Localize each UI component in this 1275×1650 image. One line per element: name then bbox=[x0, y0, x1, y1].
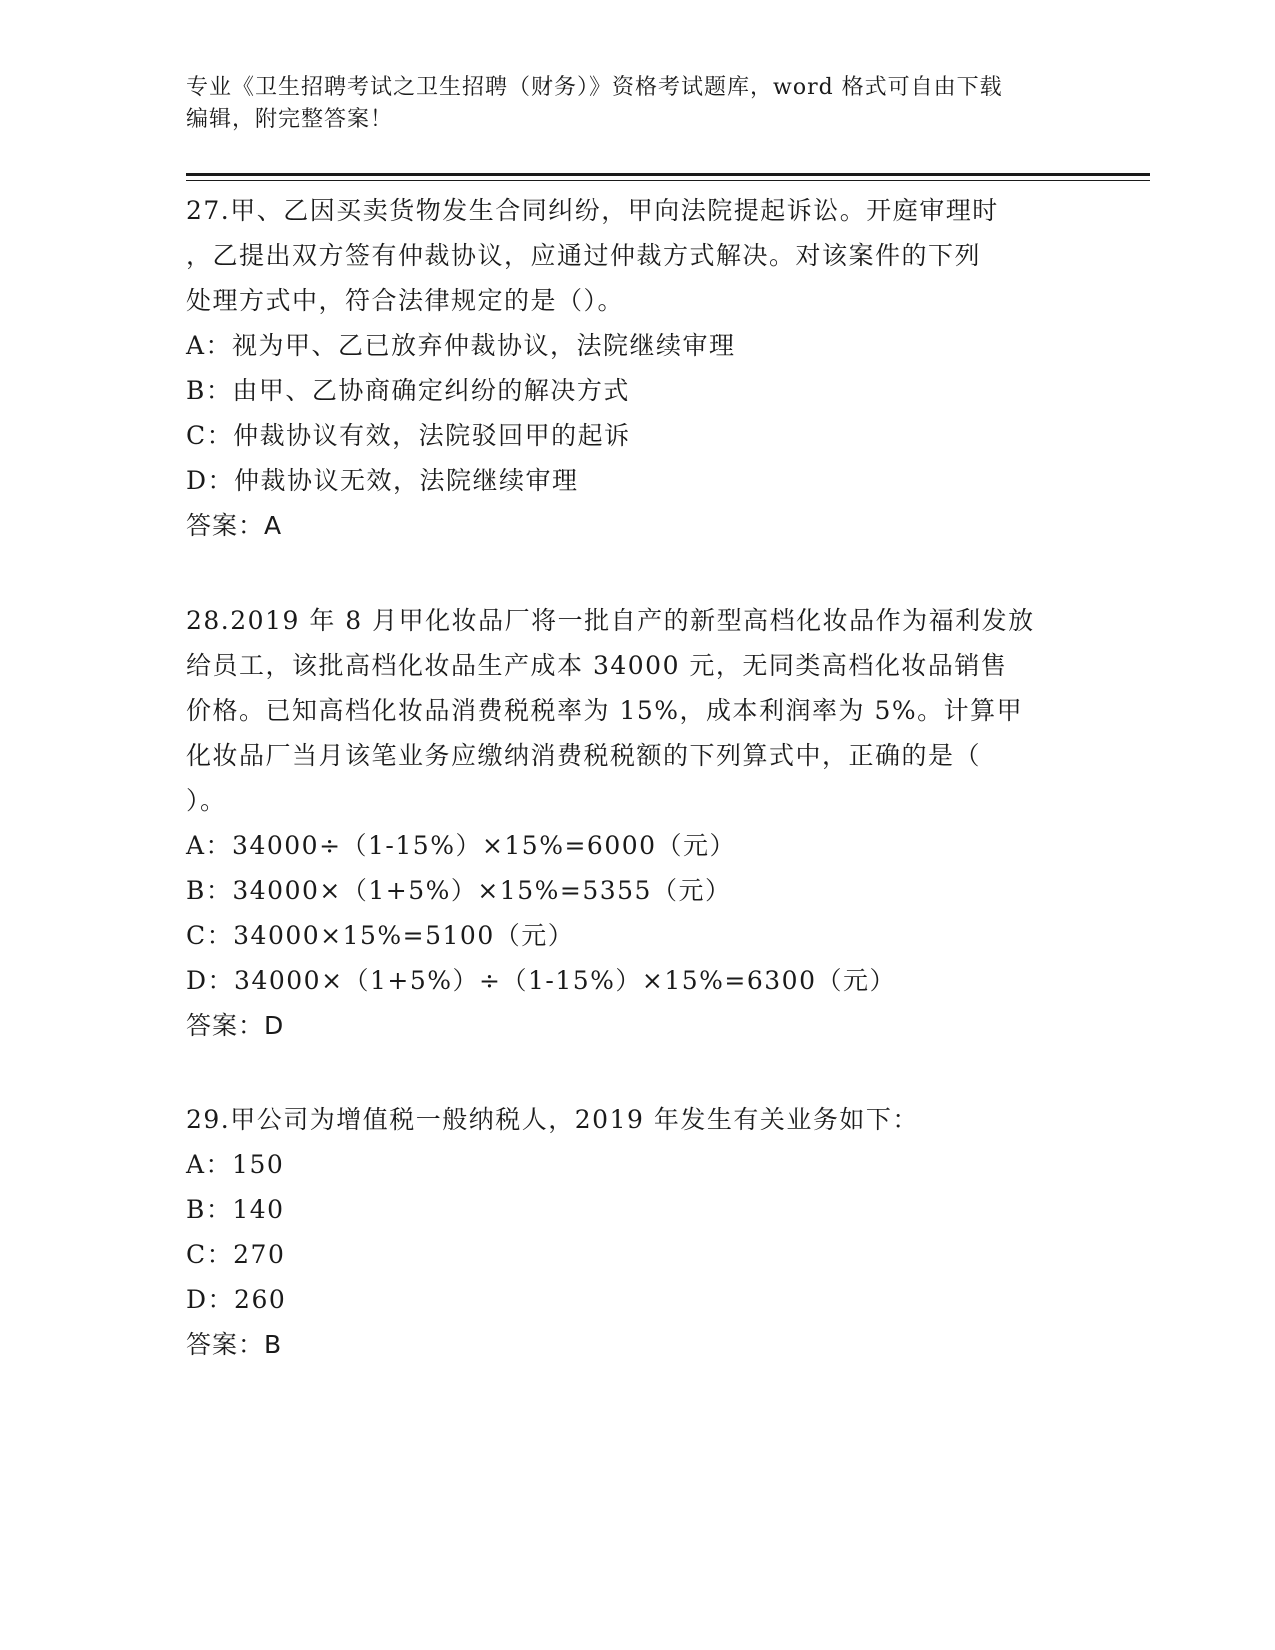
question-stem: ，乙提出双方签有仲裁协议，应通过仲裁方式解决。对该案件的下列 bbox=[186, 241, 982, 270]
option-a: A：34000÷（1-15%）×15%=6000（元） bbox=[186, 831, 737, 860]
document-header bbox=[186, 72, 1066, 136]
answer: 答案：A bbox=[186, 511, 283, 540]
option-c: C：270 bbox=[186, 1240, 286, 1269]
header-line-1: 专业《卫生招聘考试之卫生招聘（财务）》资格考试题库，word 格式可自由下载 bbox=[186, 75, 1003, 100]
answer: 答案：B bbox=[186, 1330, 283, 1359]
option-c: C：34000×15%=5100（元） bbox=[186, 921, 575, 950]
question-stem: 价格。已知高档化妆品消费税税率为 15%，成本利润率为 5%。计算甲 bbox=[186, 696, 1024, 725]
header-divider-thin bbox=[186, 180, 1150, 181]
question-stem: 29.甲公司为增值税一般纳税人，2019 年发生有关业务如下： bbox=[186, 1105, 919, 1134]
option-d: D：34000×（1+5%）÷（1-15%）×15%=6300（元） bbox=[186, 966, 896, 995]
option-b: B：140 bbox=[186, 1195, 285, 1224]
answer: 答案：D bbox=[186, 1011, 285, 1040]
option-a: A：视为甲、乙已放弃仲裁协议，法院继续审理 bbox=[186, 331, 736, 360]
header-divider-thick bbox=[186, 173, 1150, 176]
option-d: D：仲裁协议无效，法院继续审理 bbox=[186, 466, 579, 495]
option-c: C：仲裁协议有效，法院驳回甲的起诉 bbox=[186, 421, 631, 450]
question-stem: 化妆品厂当月该笔业务应缴纳消费税税额的下列算式中，正确的是（ bbox=[186, 741, 982, 770]
question-28 bbox=[186, 598, 1086, 1048]
header-line-2: 编辑，附完整答案！ bbox=[186, 107, 394, 132]
question-stem: 给员工，该批高档化妆品生产成本 34000 元，无同类高档化妆品销售 bbox=[186, 651, 1008, 680]
question-stem: 处理方式中，符合法律规定的是（）。 bbox=[186, 286, 625, 315]
question-stem: 27.甲、乙因买卖货物发生合同纠纷，甲向法院提起诉讼。开庭审理时 bbox=[186, 196, 999, 225]
option-b: B：由甲、乙协商确定纠纷的解决方式 bbox=[186, 376, 630, 405]
option-b: B：34000×（1+5%）×15%=5355（元） bbox=[186, 876, 732, 905]
option-a: A：150 bbox=[186, 1150, 285, 1179]
option-d: D：260 bbox=[186, 1285, 287, 1314]
question-stem: ）。 bbox=[186, 786, 227, 815]
question-stem: 28.2019 年 8 月甲化妆品厂将一批自产的新型高档化妆品作为福利发放 bbox=[186, 606, 1035, 635]
question-29 bbox=[186, 1097, 1086, 1367]
question-27 bbox=[186, 188, 1086, 548]
